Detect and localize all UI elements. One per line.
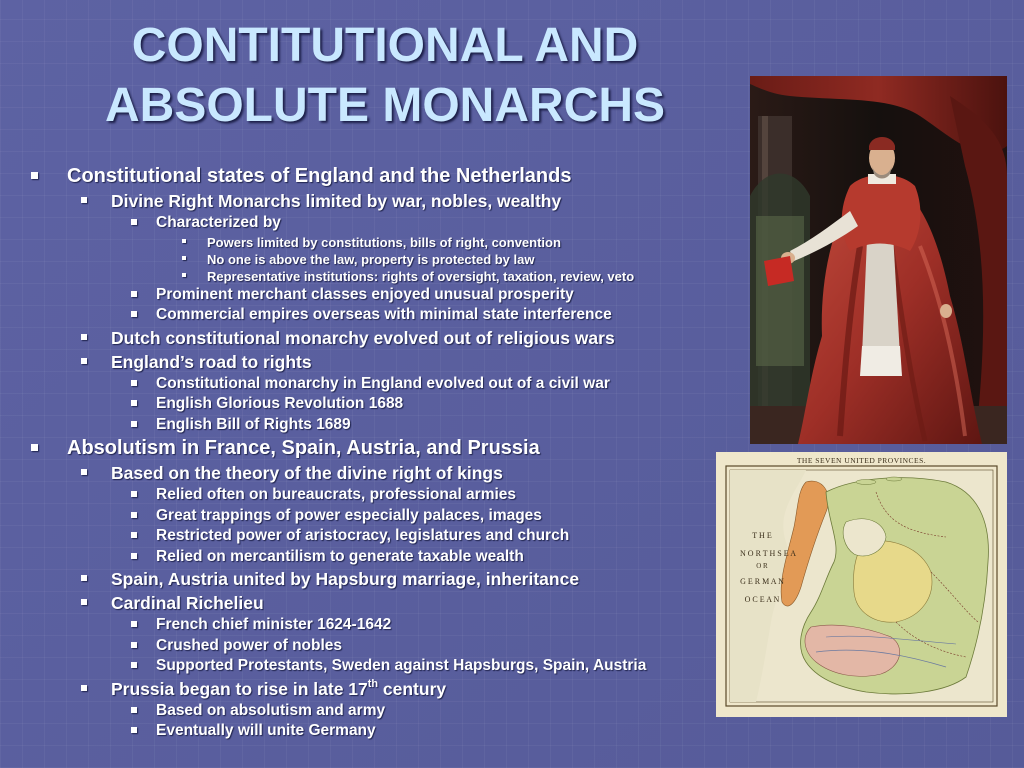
bullet-cardinal-richelieu: Cardinal Richelieu: [0, 591, 720, 615]
square-bullet-icon: [131, 512, 137, 518]
title-line-2: ABSOLUTE MONARCHS: [105, 79, 665, 132]
square-bullet-icon: [131, 532, 137, 538]
square-bullet-icon: [131, 421, 137, 427]
bullet-constitutional-states: Constitutional states of England and the Netherlands: [0, 163, 720, 189]
bullet-list: [0, 163, 720, 742]
bullet-crushed-nobles: Crushed power of nobles: [0, 636, 720, 657]
bullet-civil-war: Constitutional monarchy in England evolved out of a civil war: [0, 374, 720, 395]
sea-label-german: G E R M A N: [740, 577, 784, 586]
square-bullet-icon: [31, 172, 38, 179]
square-bullet-icon: [131, 553, 137, 559]
square-bullet-icon: [31, 444, 38, 451]
sea-label-the: T H E: [752, 531, 772, 540]
square-bullet-icon: [131, 662, 137, 668]
bullet-bureaucrats: Relied often on bureaucrats, professional armies: [0, 485, 720, 506]
bullet-trappings-of-power: Great trappings of power especially palaces, images: [0, 506, 720, 527]
bullet-prussia-rise: Prussia began to rise in late 17th century: [0, 677, 720, 701]
square-bullet-icon: [131, 707, 137, 713]
square-bullet-icon: [81, 197, 87, 203]
bullet-divine-right-limited: Divine Right Monarchs limited by war, nobles, wealthy: [0, 189, 720, 213]
portrait-painting: [750, 76, 1007, 444]
map-illustration: [716, 452, 1007, 717]
sea-label-north-sea: N O R T H S E A: [740, 549, 796, 558]
map-title: THE SEVEN UNITED PROVINCES.: [796, 456, 927, 465]
bullet-englands-road: England’s road to rights: [0, 350, 720, 374]
slide-title: [40, 16, 730, 136]
bullet-supported-protestants: Supported Protestants, Sweden against Hapsburgs, Spain, Austria: [0, 656, 720, 677]
bullet-divine-right-theory: Based on the theory of the divine right of kings: [0, 461, 720, 485]
bullet-glorious-revolution: English Glorious Revolution 1688: [0, 394, 720, 415]
bullet-commercial-empires: Commercial empires overseas with minimal state interference: [0, 305, 720, 326]
bullet-characterized-by: Characterized by: [0, 213, 720, 234]
bullet-merchant-classes: Prominent merchant classes enjoyed unusual prosperity: [0, 285, 720, 306]
bullet-chief-minister: French chief minister 1624-1642: [0, 615, 720, 636]
square-bullet-icon: [131, 311, 137, 317]
bullet-mercantilism: Relied on mercantilism to generate taxable wealth: [0, 547, 720, 568]
bullet-restricted-power: Restricted power of aristocracy, legislatures and church: [0, 526, 720, 547]
bullet-unite-germany: Eventually will unite Germany: [0, 721, 720, 742]
square-bullet-icon: [131, 621, 137, 627]
square-bullet-icon: [131, 400, 137, 406]
bullet-dutch-monarchy: Dutch constitutional monarchy evolved out of religious wars: [0, 326, 720, 350]
bullet-no-one-above-law: No one is above the law, property is protected by law: [0, 251, 720, 268]
square-bullet-icon: [81, 358, 87, 364]
sea-label-or: O R: [756, 562, 768, 570]
square-bullet-icon: [81, 334, 87, 340]
sea-label-ocean: O C E A N: [744, 595, 780, 604]
square-bullet-icon: [131, 291, 137, 297]
square-bullet-icon: [182, 239, 186, 243]
square-bullet-icon: [81, 575, 87, 581]
bullet-bill-of-rights: English Bill of Rights 1689: [0, 415, 720, 436]
bullet-absolutism: Absolutism in France, Spain, Austria, and Prussia: [0, 435, 720, 461]
square-bullet-icon: [81, 685, 87, 691]
square-bullet-icon: [131, 219, 137, 225]
square-bullet-icon: [81, 469, 87, 475]
bullet-hapsburg-marriage: Spain, Austria united by Hapsburg marriage, inheritance: [0, 567, 720, 591]
square-bullet-icon: [81, 599, 87, 605]
cardinal-richelieu-portrait: [750, 76, 1007, 444]
square-bullet-icon: [131, 727, 137, 733]
title-line-1: CONTITUTIONAL AND: [131, 19, 639, 72]
square-bullet-icon: [182, 256, 186, 260]
seven-united-provinces-map: [716, 452, 1007, 717]
bullet-representative-institutions: Representative institutions: rights of oversight, taxation, review, veto: [0, 268, 720, 285]
bullet-absolutism-army: Based on absolutism and army: [0, 701, 720, 722]
square-bullet-icon: [182, 273, 186, 277]
square-bullet-icon: [131, 380, 137, 386]
square-bullet-icon: [131, 642, 137, 648]
square-bullet-icon: [131, 491, 137, 497]
bullet-powers-limited: Powers limited by constitutions, bills of right, convention: [0, 234, 720, 251]
